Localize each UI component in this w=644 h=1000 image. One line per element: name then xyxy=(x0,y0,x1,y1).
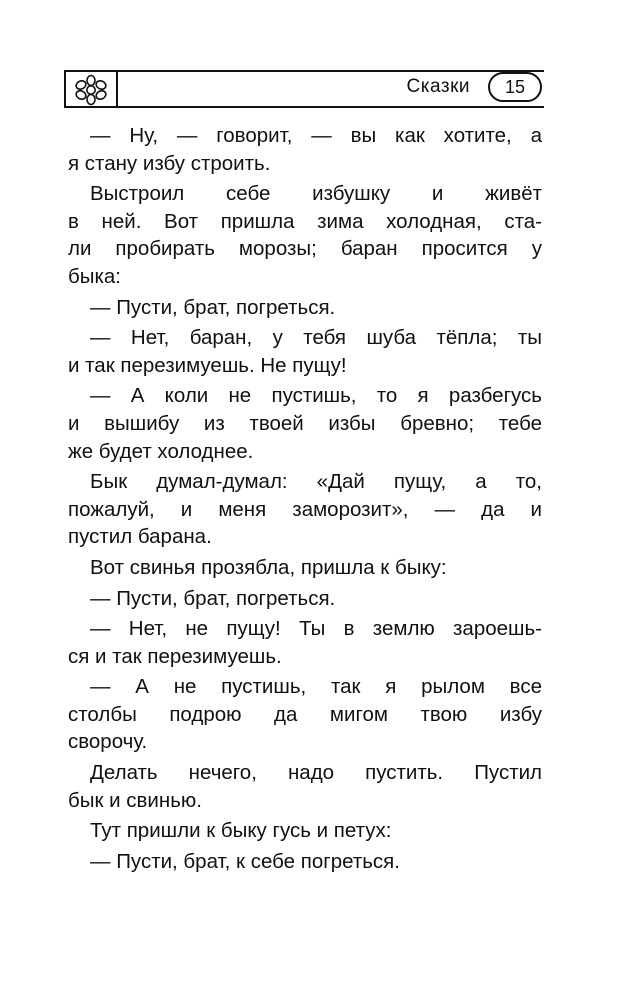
text-line: бык и свинью. xyxy=(68,788,202,812)
text-line: же будет холоднее. xyxy=(68,439,254,463)
paragraph xyxy=(68,585,542,613)
header-rule-bottom xyxy=(118,106,544,108)
paragraph xyxy=(68,324,542,379)
text-line: — А не пустишь, так я рылом все xyxy=(90,675,542,699)
flower-ornament-icon xyxy=(71,74,111,106)
text-line: ли пробирать морозы; баран просится у xyxy=(68,237,542,261)
text-line: — Пусти, брат, погреться. xyxy=(90,586,336,610)
text-line: — Нет, баран, у тебя шуба тёпла; ты xyxy=(90,326,542,350)
text-line: ся и так перезимуешь. xyxy=(68,644,282,668)
text-line: Вот свинья прозябла, пришла к быку: xyxy=(90,555,447,579)
paragraph xyxy=(68,817,542,845)
text-line: — А коли не пустишь, то я разбегусь xyxy=(90,384,542,408)
text-line: Делать нечего, надо пустить. Пустил xyxy=(90,761,542,785)
page-number: 15 xyxy=(488,72,542,102)
paragraph xyxy=(68,848,542,876)
paragraph xyxy=(68,615,542,670)
text-line: Тут пришли к быку гусь и петух: xyxy=(90,819,392,843)
running-title: Сказки xyxy=(406,76,470,97)
text-line: сворочу. xyxy=(68,730,148,754)
text-line: — Нет, не пущу! Ты в землю зароешь- xyxy=(90,617,542,641)
header-ornament xyxy=(64,70,118,108)
paragraph xyxy=(68,294,542,322)
paragraph xyxy=(68,122,542,177)
text-line: в ней. Вот пришла зима холодная, ста- xyxy=(68,209,542,233)
text-line: — Пусти, брат, погреться. xyxy=(90,295,336,319)
paragraph xyxy=(68,554,542,582)
paragraph xyxy=(68,382,542,465)
text-line: пустил барана. xyxy=(68,525,212,549)
text-line: пожалуй, и меня заморозит», — да и xyxy=(68,497,542,521)
text-line: и вышибу из твоей избы бревно; тебе xyxy=(68,411,542,435)
page-header xyxy=(64,70,544,110)
text-line: и так перезимуешь. Не пущу! xyxy=(68,353,347,377)
header-rule-top xyxy=(118,70,544,72)
story-text xyxy=(68,122,542,878)
paragraph xyxy=(68,180,542,290)
text-line: — Пусти, брат, к себе погреться. xyxy=(90,849,400,873)
text-line: я стану избу строить. xyxy=(68,151,271,175)
paragraph xyxy=(68,759,542,814)
text-line: Бык думал-думал: «Дай пущу, а то, xyxy=(90,470,542,494)
text-line: Выстроил себе избушку и живёт xyxy=(90,182,542,206)
paragraph xyxy=(68,468,542,551)
text-line: столбы подрою да мигом твою избу xyxy=(68,702,542,726)
paragraph xyxy=(68,673,542,756)
text-line: — Ну, — говорит, — вы как хотите, а xyxy=(90,124,542,147)
text-line: быка: xyxy=(68,264,121,288)
